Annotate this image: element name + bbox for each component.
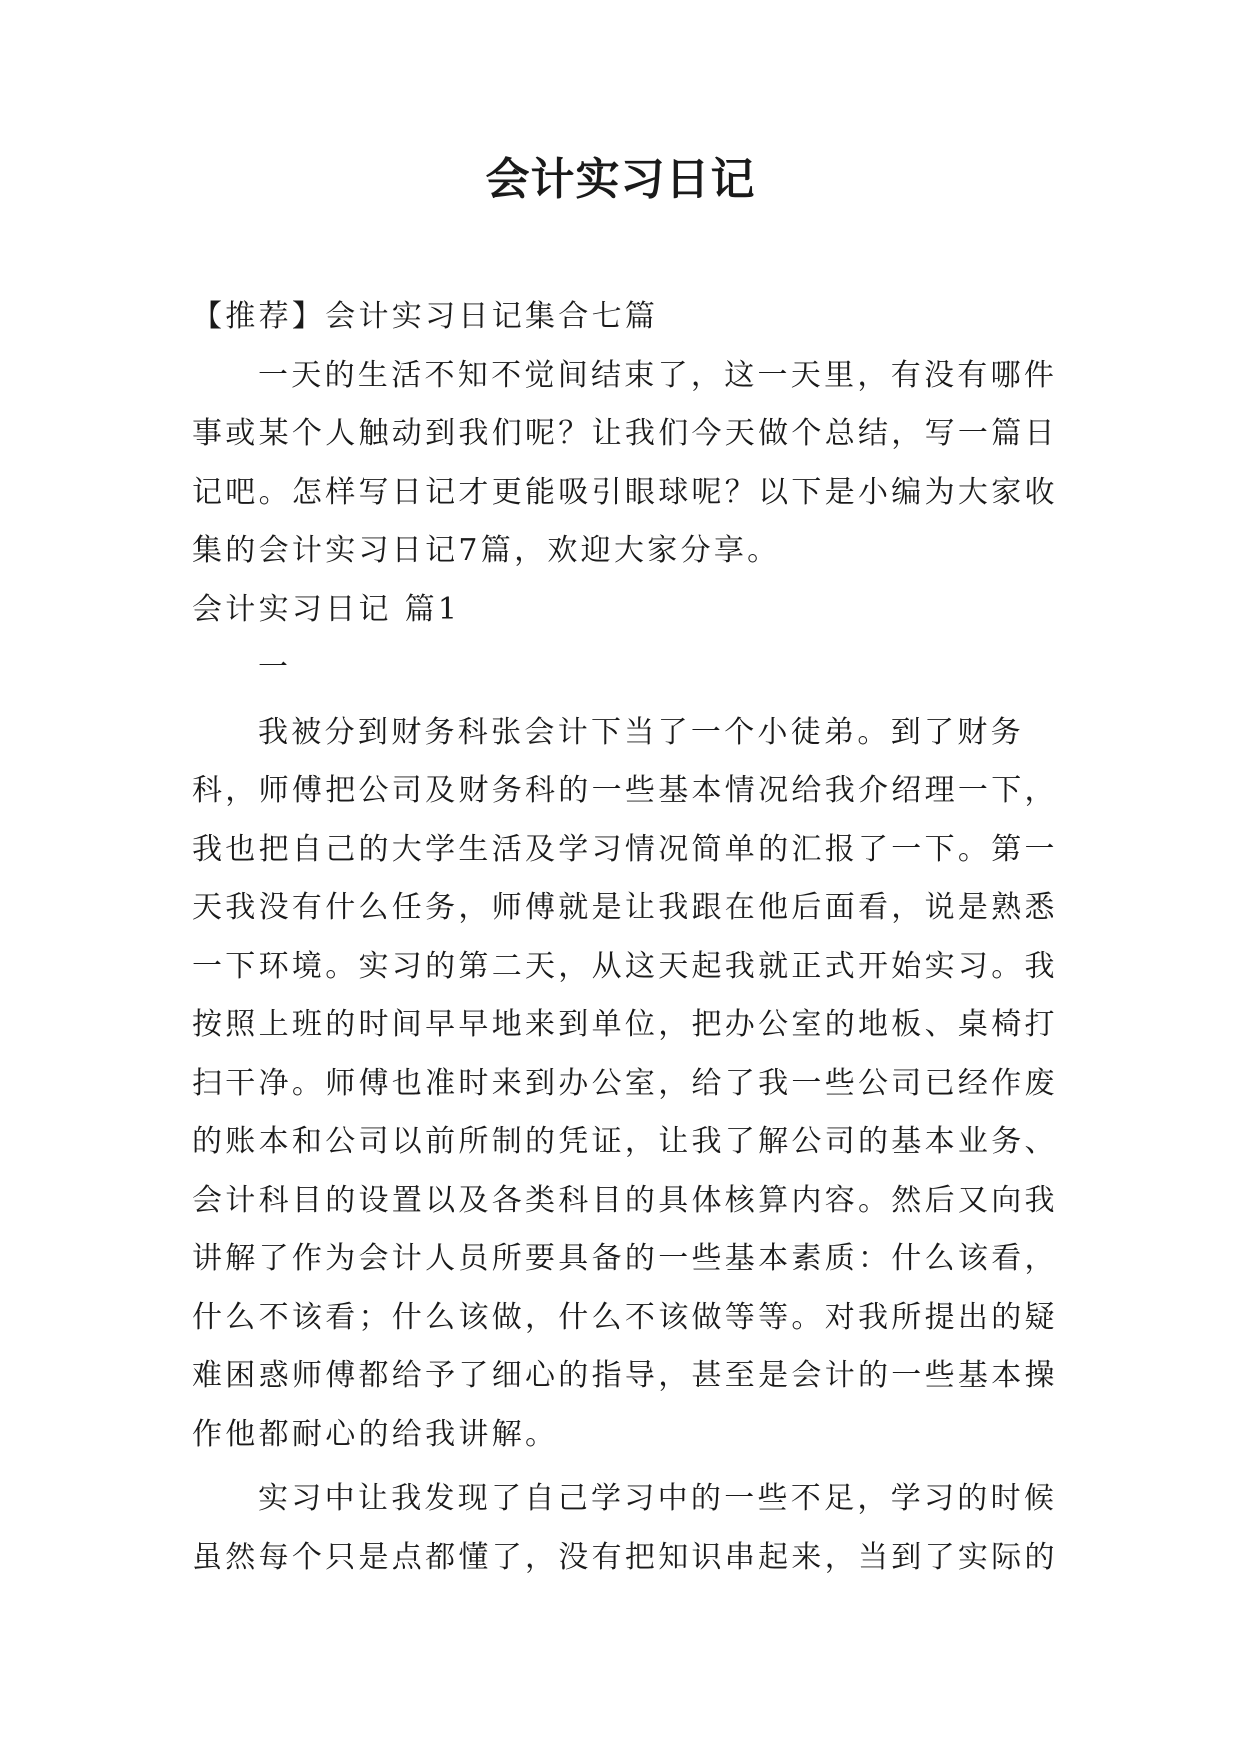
section-number: 一 bbox=[258, 650, 292, 685]
subtitle-line: 【推荐】会计实习日记集合七篇 bbox=[192, 299, 659, 334]
section-heading: 会计实习日记 篇1 bbox=[192, 591, 461, 627]
body-paragraph: 实习中让我发现了自己学习中的一些不足，学习的时候虽然每个只是点都懂了，没有把知识串起来，当到了实际的 bbox=[192, 1481, 1058, 1575]
document-title: 会计实习日记 bbox=[485, 154, 756, 205]
document-body bbox=[192, 288, 1058, 1587]
body-paragraph: 我被分到财务科张会计下当了一个小徒弟。到了财务科，师傅把公司及财务科的一些基本情况给我介绍理一下，我也把自己的大学生活及学习情况简单的汇报了一下。第一天我没有什么任务，师傅就是让我跟在他后面看，说是熟悉一下环境。实习的第二天，从这天起我就正式开始实习。我按照上班的时间早早地来到单位，把办公室的地板、桌椅打扫干净。师傅也准时来到办公室，给了我一些公司已经作废的账本和公司以前所制的凭证，让我了解公司的基本业务、会计科目的设置以及各类科目的具体核算内容。然后又向我讲解了作为会计人员所要具备的一些基本素质：什么该看，什么不该看；什么该做，什么不该做等等。对我所提出的疑难困惑师傅都给予了细心的指导，甚至是会计的一些基本操作他都耐心的给我讲解。 bbox=[192, 714, 1058, 1452]
intro-paragraph: 一天的生活不知不觉间结束了，这一天里，有没有哪件事或某个人触动到我们呢？让我们今天做个总结，写一篇日记吧。怎样写日记才更能吸引眼球呢？以下是小编为大家收集的会计实习日记7篇，欢迎大家分享。 bbox=[192, 357, 1058, 568]
